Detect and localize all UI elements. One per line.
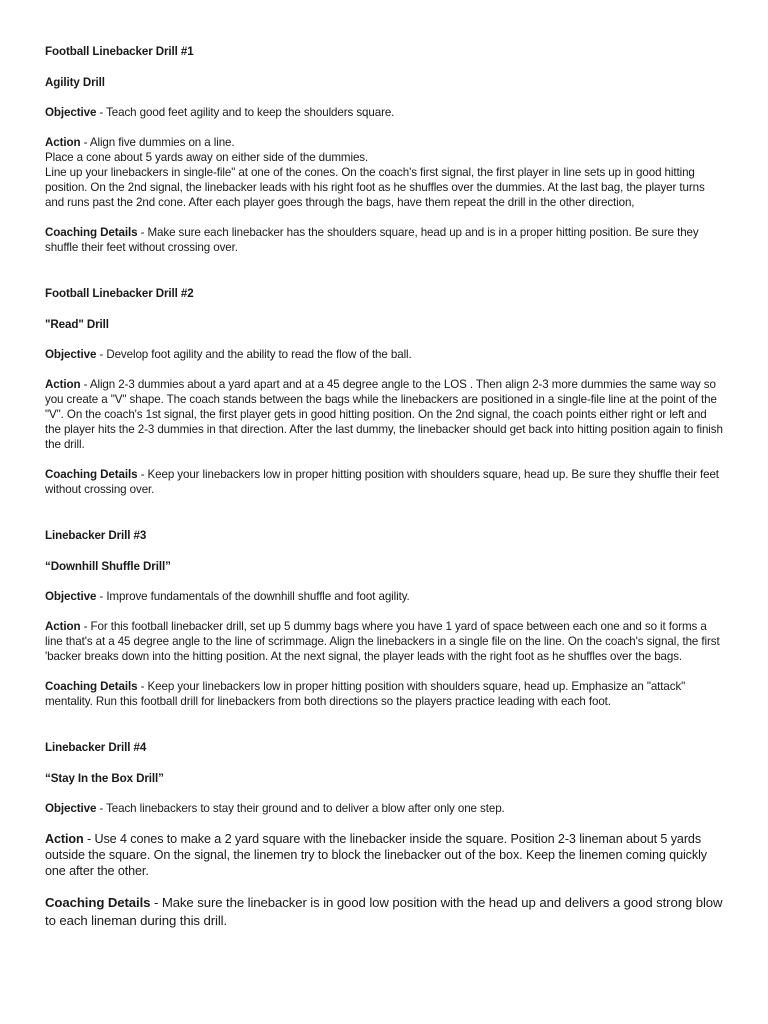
coaching-label: Coaching Details <box>45 895 151 910</box>
objective-paragraph <box>45 589 725 604</box>
label-separator: - <box>137 680 148 693</box>
objective-label: Objective <box>45 348 97 361</box>
drill-title: Linebacker Drill #4 <box>45 741 147 754</box>
action-text: Use 4 cones to make a 2 yard square with the linebacker inside the square. Position 2-3 lineman about 5 yards outside the square. On the signal, the linemen try to block the linebacker out of the box. Keep the linemen coming quickly one after the other. <box>45 832 707 878</box>
coaching-text: Make sure the linebacker is in good low position with the head up and delivers a good strong blow to each lineman during this drill. <box>45 895 723 928</box>
drill-section <box>45 528 725 709</box>
label-separator: - <box>96 106 107 119</box>
label-separator: - <box>96 348 107 361</box>
action-paragraph <box>45 135 725 210</box>
label-separator: - <box>137 468 148 481</box>
objective-label: Objective <box>45 106 97 119</box>
drill-name: "Read" Drill <box>45 318 109 331</box>
drill-name: “Stay In the Box Drill” <box>45 772 164 785</box>
action-line <box>45 135 725 150</box>
coaching-label: Coaching Details <box>45 226 138 239</box>
action-label: Action <box>45 620 81 633</box>
label-separator: - <box>96 802 107 815</box>
objective-label: Objective <box>45 590 97 603</box>
drill-name: Agility Drill <box>45 76 105 89</box>
action-line: Line up your linebackers in single-file" at one of the cones. On the coach's first signal, the first player in line sets up in good hitting position. On the 2nd signal, the linebacker leads with his right foot as he shuffles over the dummies. At the last bag, the player turns and runs past the 2nd cone. After each player goes through the bags, have them repeat the drill in the other direction, <box>45 166 705 209</box>
coaching-paragraph <box>45 467 725 497</box>
coaching-paragraph <box>45 225 725 255</box>
drill-section <box>45 286 725 497</box>
drill-title: Linebacker Drill #3 <box>45 529 147 542</box>
drill-title: Football Linebacker Drill #1 <box>45 45 194 58</box>
drill-section <box>45 740 725 930</box>
action-label: Action <box>45 378 81 391</box>
objective-paragraph <box>45 347 725 362</box>
action-label: Action <box>45 136 81 149</box>
objective-paragraph <box>45 801 725 816</box>
coaching-paragraph <box>45 679 725 709</box>
drill-name: “Downhill Shuffle Drill” <box>45 560 171 573</box>
objective-text: Improve fundamentals of the downhill shuffle and foot agility. <box>106 590 410 603</box>
objective-paragraph <box>45 105 725 120</box>
coaching-label: Coaching Details <box>45 680 138 693</box>
label-separator: - <box>80 136 90 149</box>
action-paragraph <box>45 619 725 664</box>
coaching-paragraph <box>45 894 725 930</box>
action-text: Align five dummies on a line. <box>89 136 235 149</box>
action-text: For this football linebacker drill, set up 5 dummy bags where you have 1 yard of space between each one and so it forms a line that's at a 45 degree angle to the line of scrimmage. Align the linebackers in a single file on the line. On the coach's signal, the first 'backer breaks down into the hitting position. At the next signal, the player leads with the right foot as he shuffles over the bags. <box>45 620 720 663</box>
drill-section <box>45 44 725 255</box>
coaching-text: Make sure each linebacker has the shoulders square, head up and is in a proper hitting position. Be sure they shuffle their feet without crossing over. <box>45 226 699 254</box>
label-separator: - <box>80 620 91 633</box>
action-line: Place a cone about 5 yards away on either side of the dummies. <box>45 151 369 164</box>
document-page <box>45 44 725 930</box>
action-text: Align 2-3 dummies about a yard apart and at a 45 degree angle to the LOS . Then align 2-3 more dummies the same way so you create a "V" shape. The coach stands between the bags while the linebackers are positioned in a single-file line at the point of the "V". On the coach's 1st signal, the first player gets in good hitting position. On the 2nd signal, the coach points either right or left and the player hits the 2-3 dummies in that direction. After the last dummy, the linebacker should get back into hitting position again to finish the drill. <box>45 378 723 451</box>
objective-text: Teach linebackers to stay their ground and to deliver a blow after only one step. <box>106 802 505 815</box>
objective-label: Objective <box>45 802 97 815</box>
action-paragraph <box>45 831 725 879</box>
label-separator: - <box>137 226 148 239</box>
label-separator: - <box>150 895 162 910</box>
objective-text: Develop foot agility and the ability to read the flow of the ball. <box>106 348 412 361</box>
coaching-text: Keep your linebackers low in proper hitting position with shoulders square, head up. Be sure they shuffle their feet without crossing over. <box>45 468 719 496</box>
drill-title: Football Linebacker Drill #2 <box>45 287 194 300</box>
objective-text: Teach good feet agility and to keep the shoulders square. <box>106 106 395 119</box>
action-label: Action <box>45 832 84 846</box>
action-paragraph <box>45 377 725 452</box>
label-separator: - <box>96 590 107 603</box>
label-separator: - <box>83 832 95 846</box>
coaching-label: Coaching Details <box>45 468 138 481</box>
label-separator: - <box>80 378 90 391</box>
coaching-text: Keep your linebackers low in proper hitting position with shoulders square, head up. Emphasize an "attack" mentality. Run this football drill for linebackers from both directions so the players practice leading with each foot. <box>45 680 686 708</box>
